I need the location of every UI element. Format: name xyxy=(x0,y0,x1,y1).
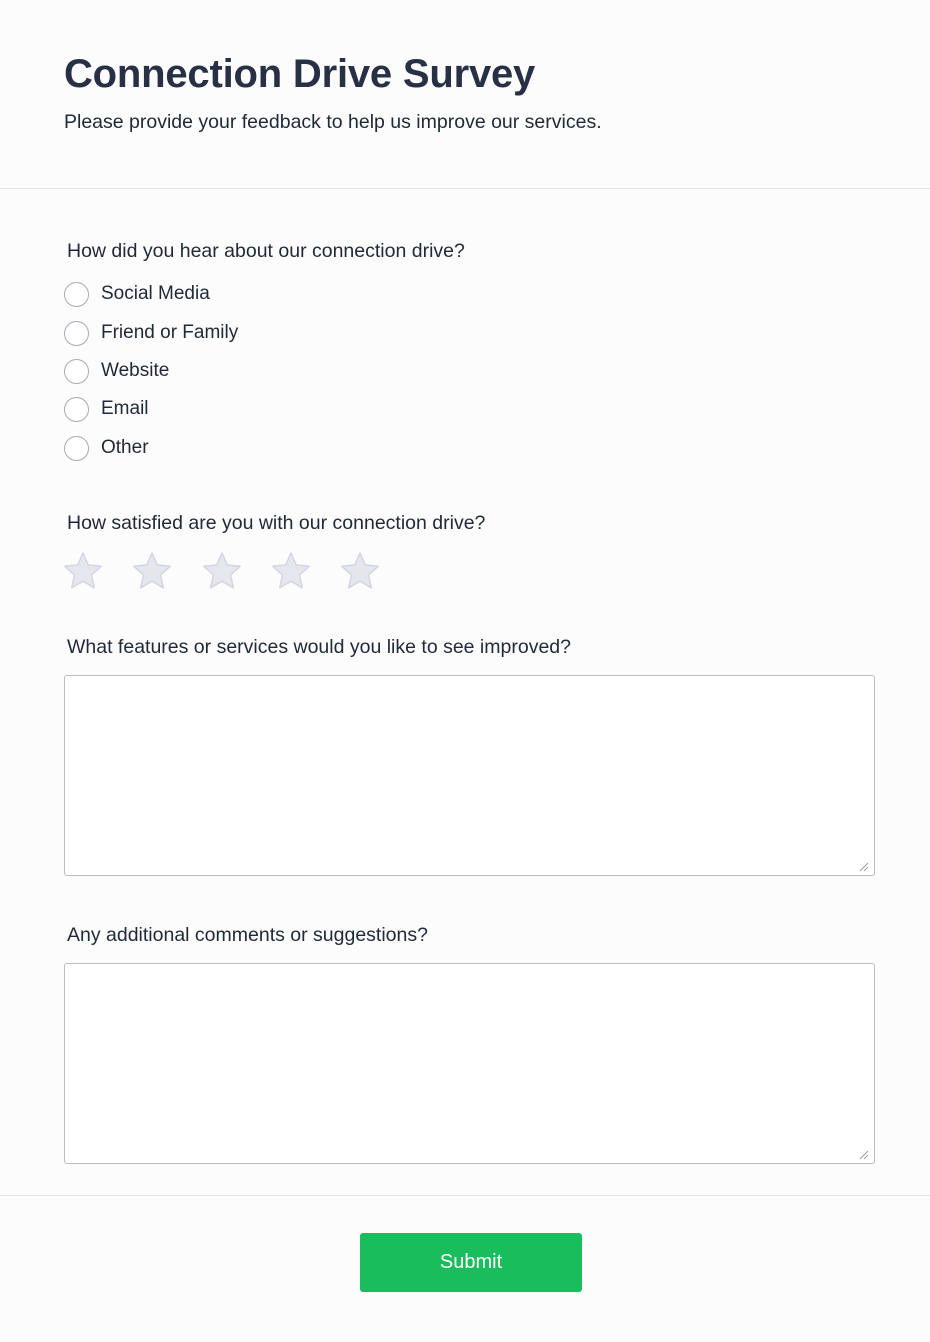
radio-label: Other xyxy=(101,437,149,458)
radio-button[interactable] xyxy=(64,397,89,422)
star-icon[interactable] xyxy=(340,551,380,591)
page-title: Connection Drive Survey xyxy=(64,52,536,96)
radio-label: Friend or Family xyxy=(101,322,239,343)
radio-option-friend-or-family[interactable] xyxy=(64,320,238,346)
radio-label: Website xyxy=(101,360,170,381)
radio-option-email[interactable] xyxy=(64,396,149,422)
comments-textarea[interactable] xyxy=(64,963,875,1164)
question-heard-about-label: How did you hear about our connection drive? xyxy=(67,240,465,262)
radio-label: Social Media xyxy=(101,283,210,304)
resize-handle-icon[interactable] xyxy=(859,1150,869,1160)
footer-divider xyxy=(0,1195,930,1196)
radio-label: Email xyxy=(101,398,149,419)
radio-option-website[interactable] xyxy=(64,358,169,384)
radio-button[interactable] xyxy=(64,436,89,461)
star-icon[interactable] xyxy=(202,551,242,591)
question-improvements-label: What features or services would you like to see improved? xyxy=(67,636,571,658)
radio-option-other[interactable] xyxy=(64,435,149,461)
radio-button[interactable] xyxy=(64,282,89,307)
submit-button[interactable]: Submit xyxy=(360,1233,582,1292)
star-icon[interactable] xyxy=(132,551,172,591)
star-icon[interactable] xyxy=(271,551,311,591)
page-subtitle: Please provide your feedback to help us improve our services. xyxy=(64,111,602,133)
question-satisfaction-label: How satisfied are you with our connection drive? xyxy=(67,512,486,534)
question-comments-label: Any additional comments or suggestions? xyxy=(67,924,428,946)
star-icon[interactable] xyxy=(63,551,103,591)
radio-button[interactable] xyxy=(64,359,89,384)
resize-handle-icon[interactable] xyxy=(859,862,869,872)
improvements-textarea[interactable] xyxy=(64,675,875,876)
radio-option-social-media[interactable] xyxy=(64,281,210,307)
radio-button[interactable] xyxy=(64,321,89,346)
survey-header xyxy=(0,0,930,189)
